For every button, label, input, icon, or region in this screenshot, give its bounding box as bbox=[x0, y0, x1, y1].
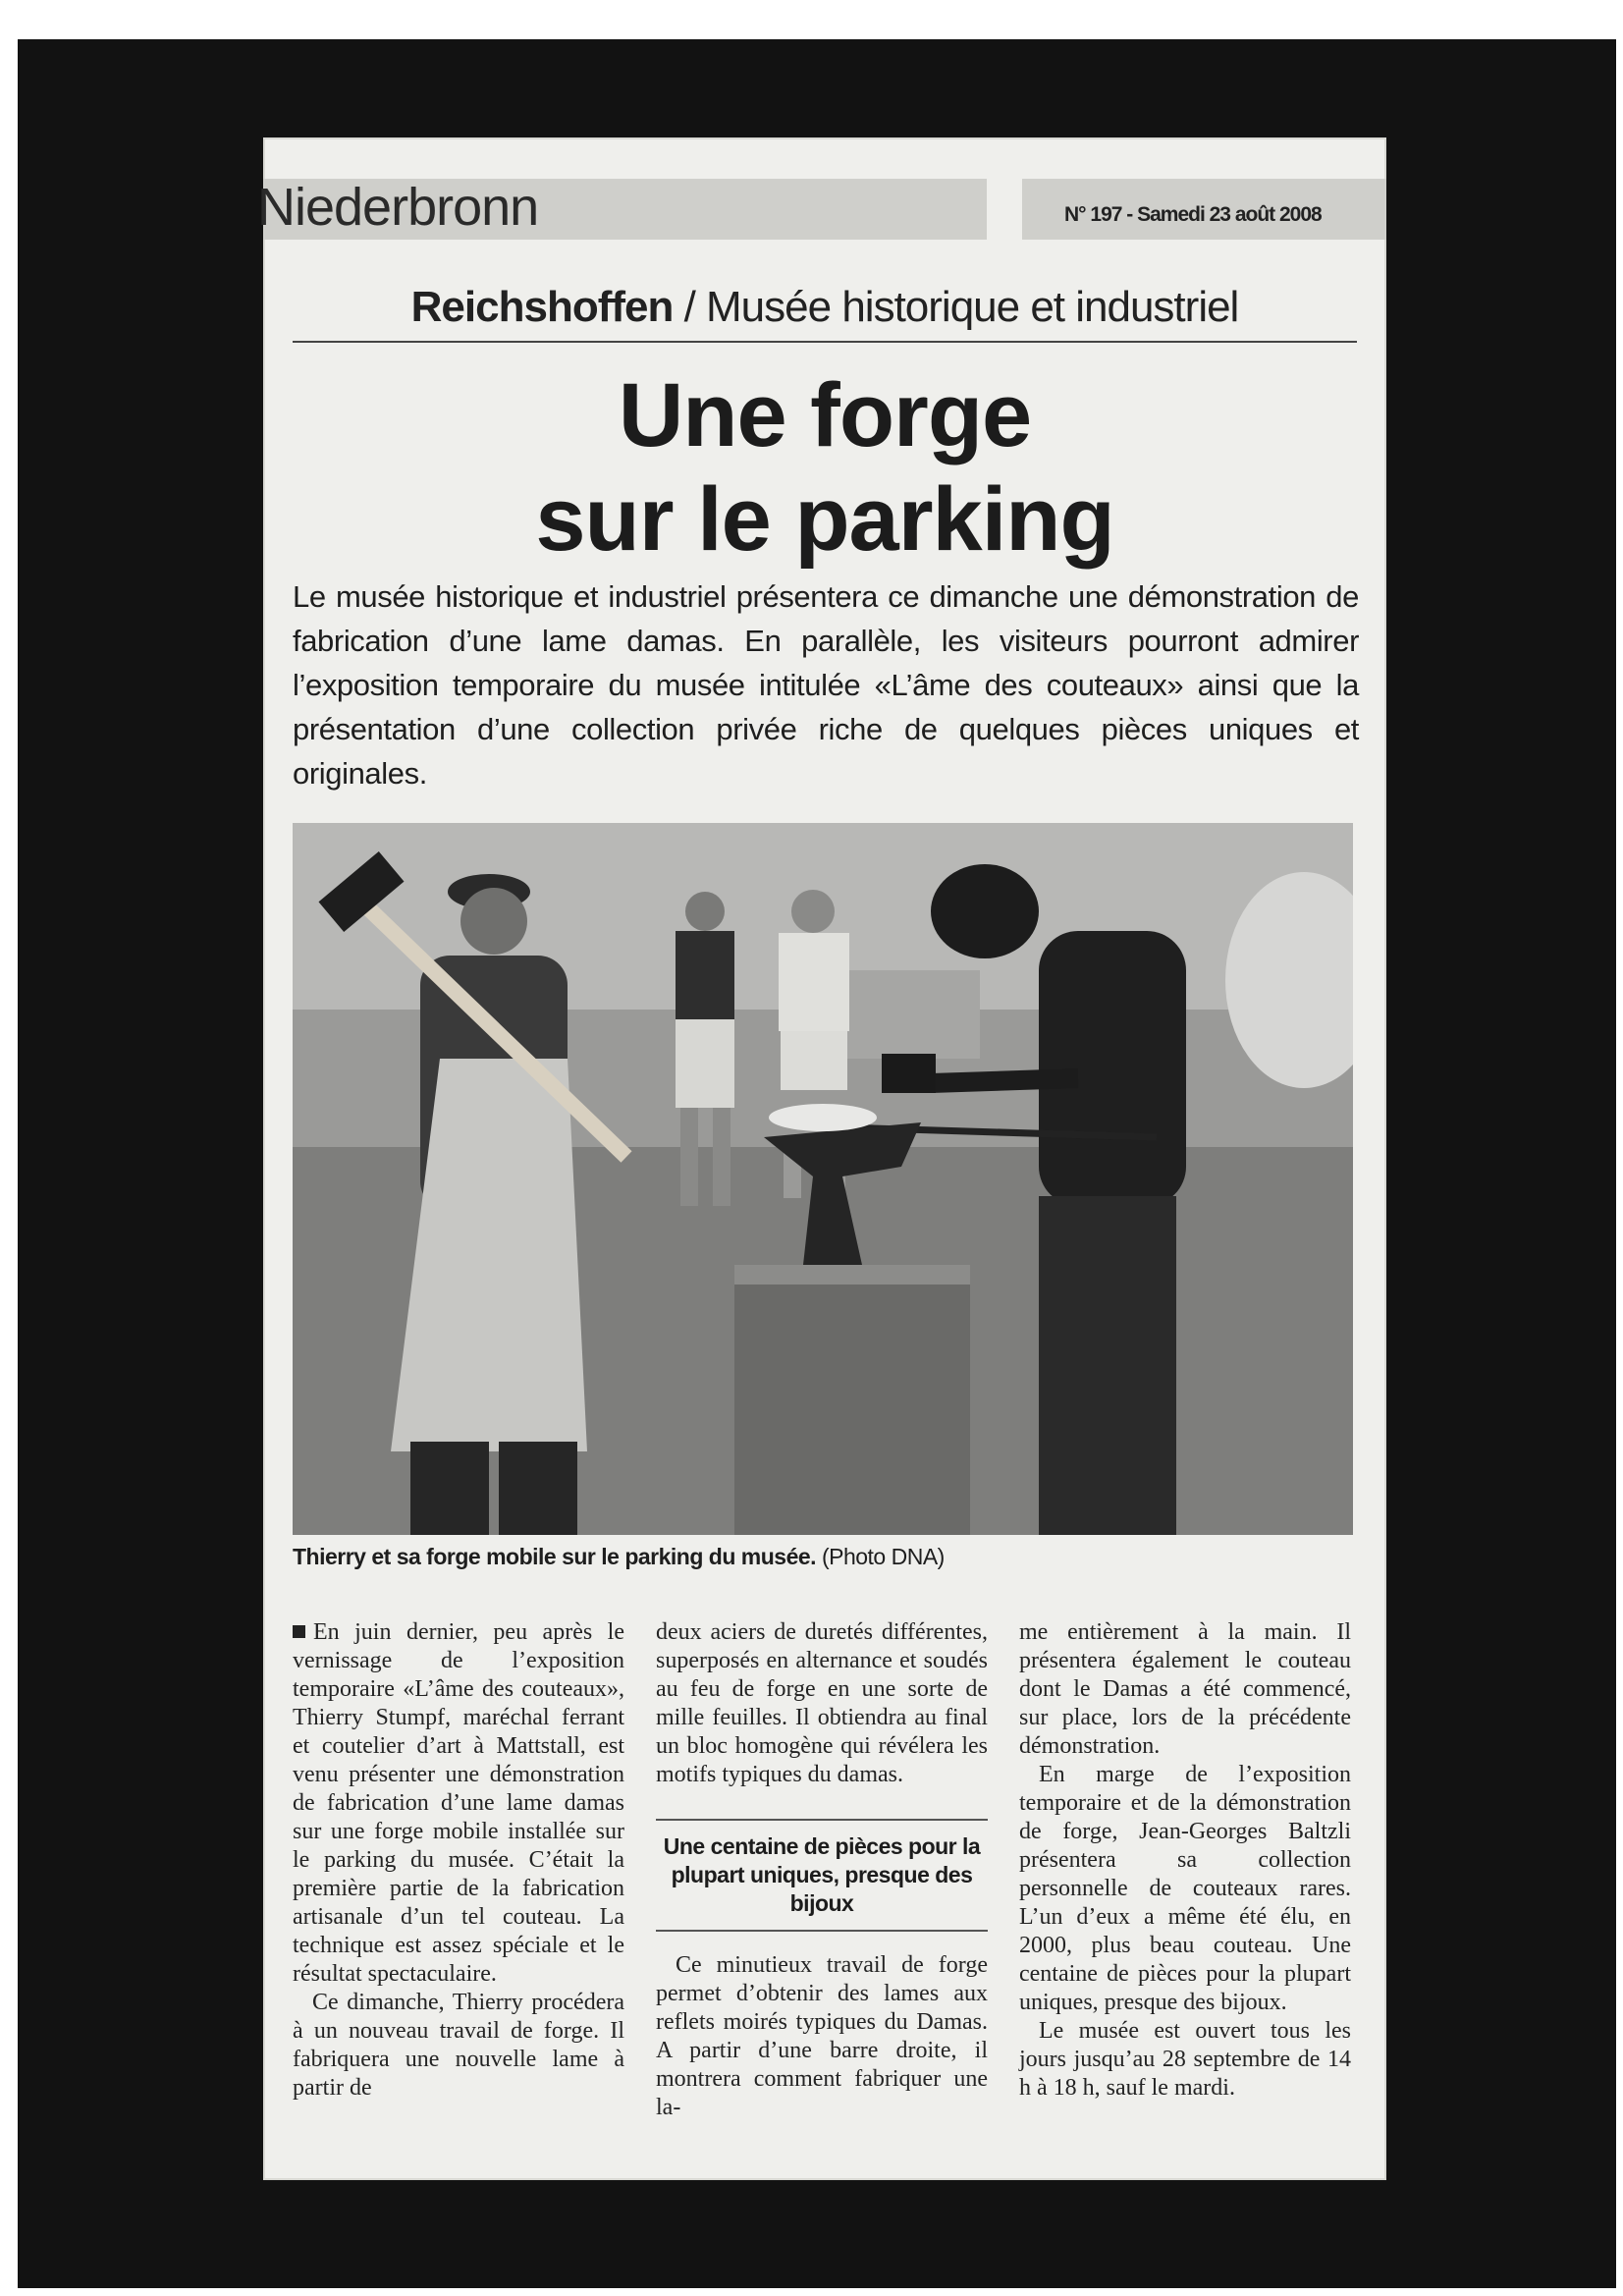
issue-date: N° 197 - Samedi 23 août 2008 bbox=[1064, 203, 1322, 226]
headline-line-1: Une forge bbox=[618, 365, 1032, 465]
edition-town: Niederbronn bbox=[257, 178, 539, 237]
newspaper-clipping bbox=[257, 137, 1386, 2180]
photo-caption bbox=[293, 1544, 945, 1570]
kicker-rule bbox=[293, 341, 1357, 343]
headline-line-2: sur le parking bbox=[535, 469, 1114, 570]
photo-caption-text: Thierry et sa forge mobile sur le parking du musée. bbox=[293, 1544, 817, 1569]
col1-paragraph-2: Ce dimanche, Thierry procédera à un nouveau travail de forge. Il fabriquera une nouvelle lame à partir de bbox=[293, 1990, 624, 2101]
col3-paragraph-1: me entièrement à la main. Il présentera également le couteau dont le Damas a été commencé, sur place, lors de la précédente démonstration. bbox=[1019, 1619, 1351, 1759]
col3-paragraph-2: En marge de l’exposition temporaire et de la démonstration de forge, Jean-Georges Baltzli présentera sa collection personnelle de couteaux rares. L’un d’eux a même été élu, en 2000, plus beau couteau. Une centaine de pièces pour la plupart uniques, presque des bijoux. bbox=[1019, 1762, 1351, 2015]
paragraph-marker-icon bbox=[293, 1625, 305, 1638]
photo-credit: (Photo DNA) bbox=[816, 1544, 945, 1569]
kicker bbox=[293, 283, 1357, 332]
lede-paragraph: Le musée historique et industriel présentera ce dimanche une démonstration de fabrication d’une lame damas. En parallèle, les visiteurs pourront admirer l’exposition temporaire du musée intitulée «L’âme des couteaux» ainsi que la présentation d’une collection privée riche de quelques pièces uniques et originales. bbox=[293, 579, 1359, 791]
forge-photo-illustration bbox=[293, 823, 1353, 1535]
column-3 bbox=[1019, 1618, 1351, 2103]
column-1 bbox=[293, 1618, 624, 2103]
intertitle: Une centaine de pièces pour la plupart uniques, presque des bijoux bbox=[656, 1819, 988, 1932]
kicker-topic: / Musée historique et industriel bbox=[673, 283, 1239, 331]
col1-paragraph-1: En juin dernier, peu après le vernissage de l’exposition temporaire «L’âme des couteaux», Thierry Stumpf, maréchal ferrant et coutelier d’art à Mattstall, est venu présenter une démonstration de fabrication d’une lame damas sur une forge mobile installée sur le parking du musée. C’était la première partie de la fabrication artisanale d’un tel couteau. La technique est assez spéciale et le résultat spectaculaire. bbox=[293, 1619, 624, 1987]
col3-paragraph-3: Le musée est ouvert tous les jours jusqu’au 28 septembre de 14 h à 18 h, sauf le mardi. bbox=[1019, 2018, 1351, 2101]
column-2 bbox=[656, 1618, 988, 2122]
kicker-place: Reichshoffen bbox=[410, 283, 674, 331]
headline bbox=[302, 363, 1347, 572]
forge-photo bbox=[293, 823, 1353, 1535]
col2-paragraph-1: deux aciers de duretés différentes, superposés en alternance et soudés au feu de forge en une sorte de mille feuilles. Il obtiendra au final un bloc homogène qui révélera les motifs typiques du damas. bbox=[656, 1619, 988, 1787]
col2-paragraph-2: Ce minutieux travail de forge permet d’obtenir des lames aux reflets moirés typiques du Damas. A partir d’une barre droite, il montrera comment fabriquer une la- bbox=[656, 1952, 988, 2120]
